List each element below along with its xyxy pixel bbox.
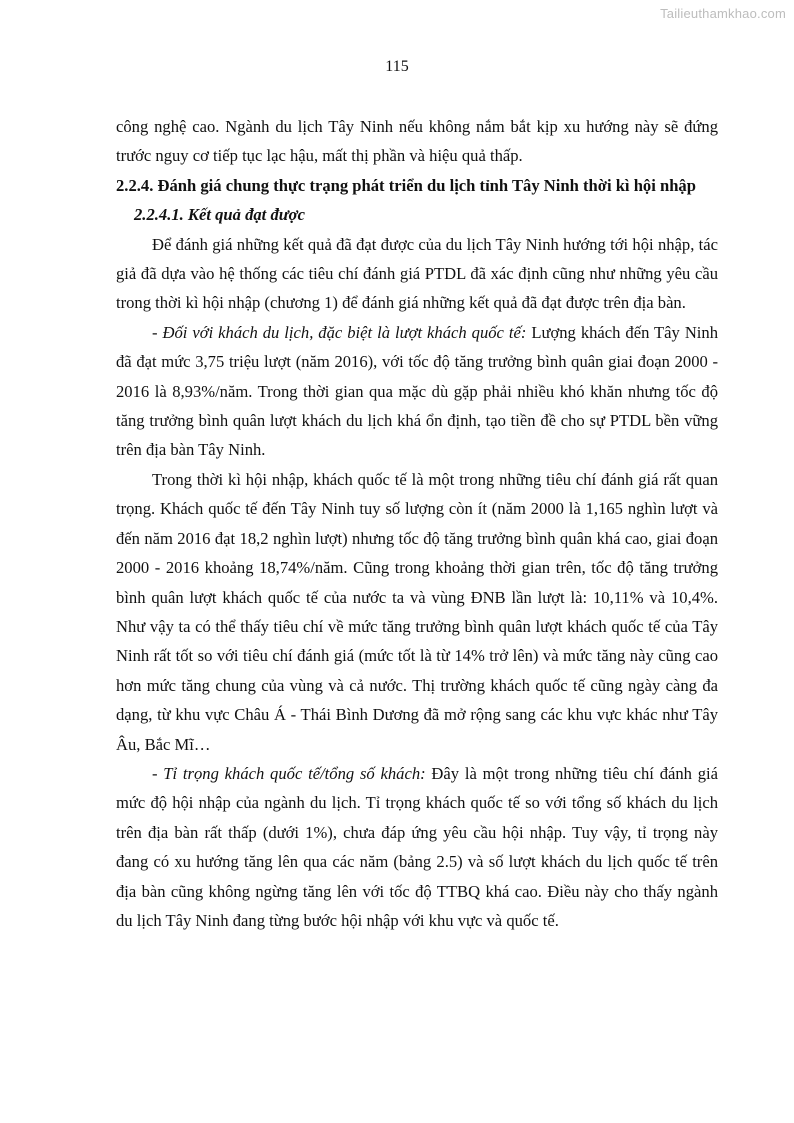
paragraph-international: Trong thời kì hội nhập, khách quốc tế là một trong những tiêu chí đánh giá rất quan trọng. Khách quốc tế đến Tây Ninh tuy số lượng còn ít (năm 2000 là 1,165 nghìn lượt và đến năm 2016 đạt 18,2 nghìn lượt) nhưng tốc độ tăng trưởng bình quân khá cao, giai đoạn 2000 - 2016 khoảng 18,74%/năm. Cũng trong khoảng thời gian trên, tốc độ tăng trưởng bình quân lượt khách quốc tế của nước ta và vùng ĐNB lần lượt là: 10,11% và 10,4%. Như vậy ta có thể thấy tiêu chí về mức tăng trưởng bình quân lượt khách quốc tế của Tây Ninh rất tốt so với tiêu chí đánh giá (mức tốt là từ 14% trở lên) và mức tăng này cũng cao hơn mức tăng chung của vùng và cả nước. Thị trường khách quốc tế cũng ngày càng đa dạng, từ khu vực Châu Á - Thái Bình Dương đã mở rộng sang các khu vực khác như Tây Âu, Bắc Mĩ… [116,469,718,754]
paragraph-ratio-body: Đây là một trong những tiêu chí đánh giá mức độ hội nhập của ngành du lịch. Tỉ trọng khách quốc tế so với tổng số khách du lịch trên địa bàn rất thấp (dưới 1%), chưa đáp ứng yêu cầu hội nhập. Tuy vậy, tỉ trọng này đang có xu hướng tăng lên qua các năm (bảng 2.5) và số lượt khách du lịch quốc tế trên địa bàn cũng không ngừng tăng lên với tốc độ TTBQ khá cao. Điều này cho thấy ngành du lịch Tây Ninh đang từng bước hội nhập với khu vực và quốc tế. [116,763,718,930]
paragraph-visitors-lead: - Đối với khách du lịch, đặc biệt là lượt khách quốc tế: [152,322,527,342]
paragraph-ratio [116,759,718,935]
paragraph-continuation: công nghệ cao. Ngành du lịch Tây Ninh nếu không nắm bắt kịp xu hướng này sẽ đứng trước nguy cơ tiếp tục lạc hậu, mất thị phần và hiệu quả thấp. [116,117,718,166]
paragraph-intro: Để đánh giá những kết quả đã đạt được của du lịch Tây Ninh hướng tới hội nhập, tác giả đã dựa vào hệ thống các tiêu chí đánh giá PTDL đã xác định cũng như những yêu cầu trong thời kì hội nhập (chương 1) để đánh giá những kết quả đã đạt được trên địa bàn. [116,234,718,313]
subsection-heading: 2.2.4.1. Kết quả đạt được [134,205,305,225]
paragraph-visitors-body: Lượng khách đến Tây Ninh đã đạt mức 3,75 triệu lượt (năm 2016), với tốc độ tăng trưởng bình quân giai đoạn 2000 - 2016 là 8,93%/năm. Trong thời gian qua mặc dù gặp phải nhiều khó khăn nhưng tốc độ tăng trưởng bình quân lượt khách du lịch khá ổn định, tạo tiền đề cho sự PTDL bền vững trên địa bàn Tây Ninh. [116,322,719,460]
page-number: 115 [385,58,409,75]
paragraph-ratio-lead: - Tỉ trọng khách quốc tế/tổng số khách: [152,763,426,783]
section-heading: 2.2.4. Đánh giá chung thực trạng phát triển du lịch tỉnh Tây Ninh thời kì hội nhập [116,175,696,195]
paragraph-visitors [116,318,718,465]
watermark: Tailieuthamkhao.com [660,6,786,21]
document-body [116,112,718,935]
